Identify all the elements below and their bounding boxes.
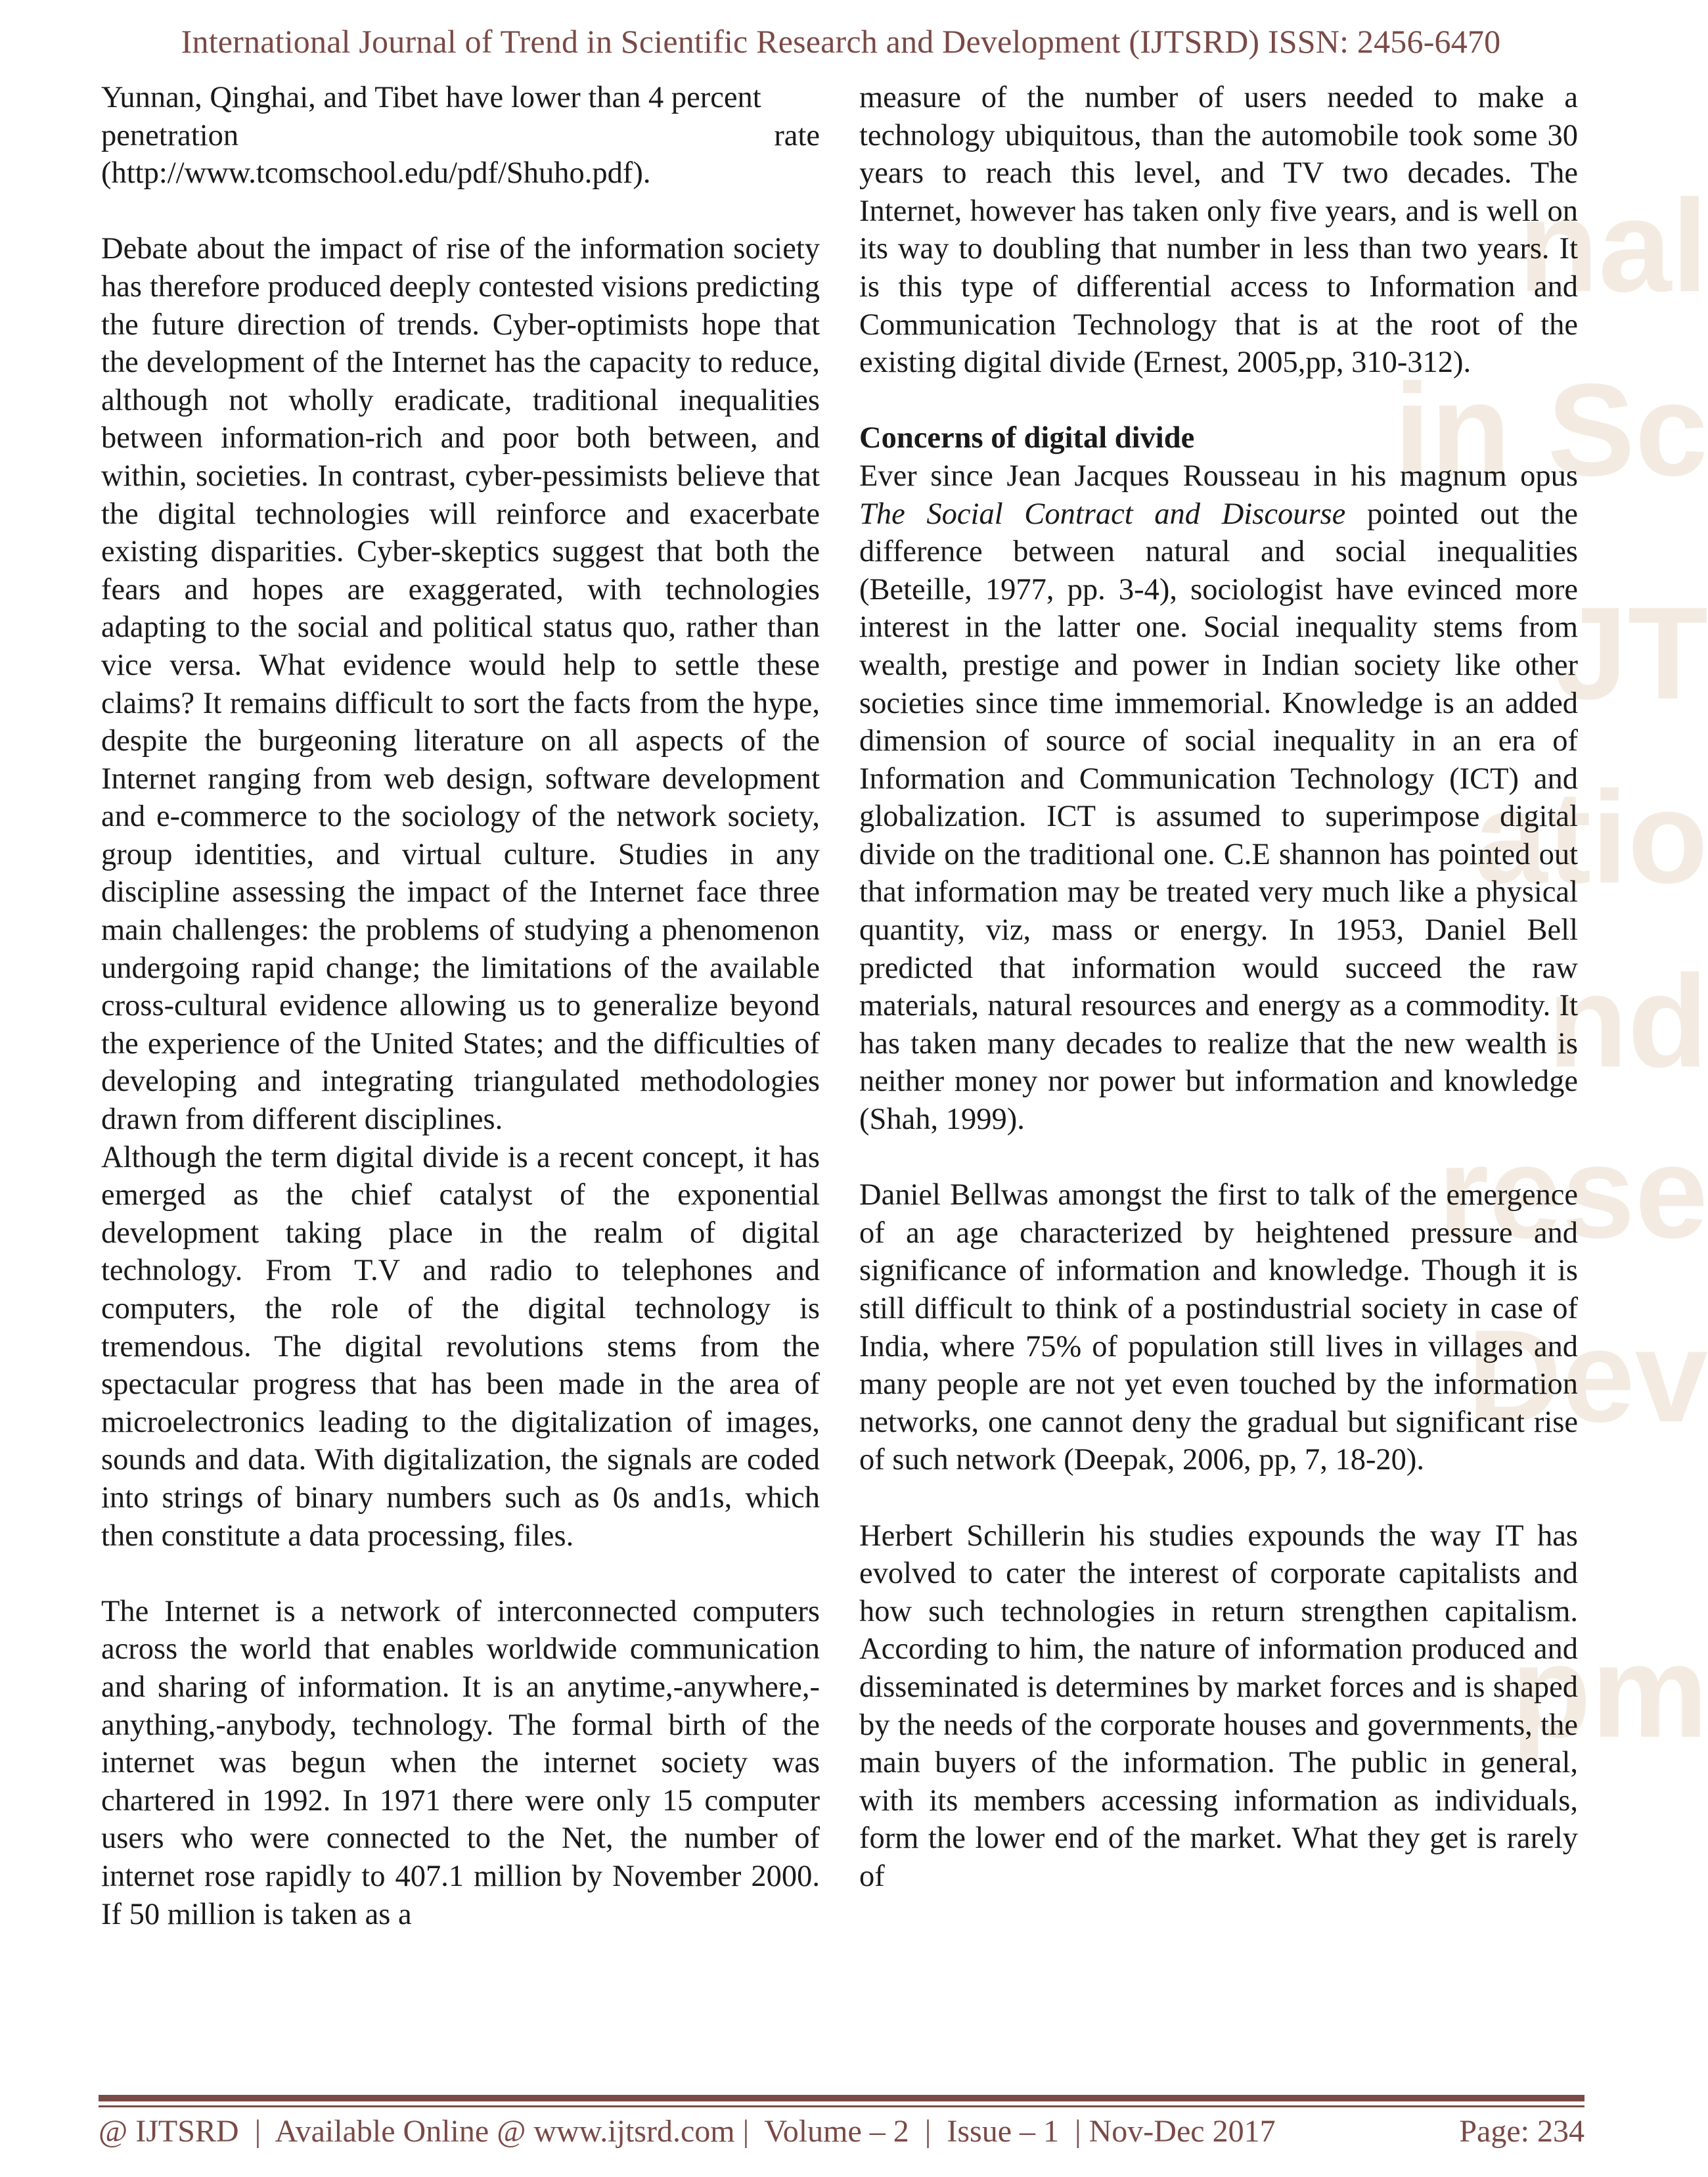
section-heading: Concerns of digital divide [859,421,1195,455]
footer-rule-thin [99,2105,1584,2107]
paragraph-gap [101,193,820,231]
paragraph-text: Ever since Jean Jacques Rousseau in his magnum opus [859,459,1578,493]
watermark-text: atio [1474,764,1708,911]
paragraph: Daniel Bellwas amongst the first to talk of the emergence of an age characterized by heightened pressure and significance of information and knowledge. Though it is still difficult to think of a postindustrial society in case of India, where 75% of population still lives in villages and many people are not yet even touched by the information networks, one cannot deny the gradual but significant rise of such network (Deepak, 2006, pp, 7, 18-20). [859,1178,1578,1477]
paragraph-gap [859,1479,1578,1517]
paragraph: The Internet is a network of interconnected computers across the world that enables worldwide communication and sharing of information. It is an anytime,-anywhere,-anything,-anybody, technology. The formal birth of the internet was begun when the internet society was chartered in 1992. In 1971 there were only 15 computer users who were connected to the Net, the number of internet rose rapidly to 407.1 million by November 2000. If 50 million is taken as a [101,1594,820,1931]
watermark-text: in Sc [1394,357,1708,503]
paragraph: measure of the number of users needed to make a technology ubiquitous, than the automobile took some 30 years to reach this level, and TV two decades. The Internet, however has taken only five years, and is well on its way to doubling that number in less than two years. It is this type of differential access to Information and Communication Technology that is at the root of the existing digital divide (Ernest, 2005,pp, 310-312). [859,81,1578,380]
footer-info: @ IJTSRD | Available Online @ www.ijtsrd.com | Volume – 2 | Issue – 1 | Nov-Dec 2017 [99,2114,1276,2149]
page-number: Page: 234 [1459,2114,1584,2149]
paragraph-gap [101,1555,820,1593]
watermark-text: pm [1511,1618,1708,1765]
watermark-text: nd [1547,948,1708,1095]
paragraph-gap [859,1139,1578,1177]
paragraph: Debate about the impact of rise of the information society has therefore produced deeply contested visions predicting the future direction of trends. Cyber-optimists hope that the development of the Internet has the capacity to reduce, although not wholly eradicate, traditional inequalities between information-rich and poor both between, and within, societies. In contrast, cyber-pessimists believe that the digital technologies will reinforce and exacerbate existing disparities. Cyber-skeptics suggest that both the fears and hopes are exaggerated, with technologies adapting to the social and political status quo, rather than vice versa. What evidence would help to settle these claims? It remains difficult to sort the facts from the hype, despite the burgeoning literature on all aspects of the Internet ranging from web design, software development and e-commerce to the sociology of the network society, group identities, and virtual culture. Studies in any discipline assessing the impact of the Internet face three main challenges: the problems of studying a phenomenon undergoing rapid change; the limitations of the available cross-cultural evidence allowing us to generalize beyond the experience of the United States; and the difficulties of developing and integrating triangulated methodologies drawn from different disciplines. [101,232,820,1137]
watermark-text: JT [1554,580,1708,727]
footer-rule [99,2095,1584,2101]
watermark-text: rese [1437,1119,1708,1266]
paragraph: Herbert Schillerin his studies expounds the way IT has evolved to cater the interest of corporate capitalists and how such technologies in return strengthen capitalism. According to him, the nature of information produced and disseminated is determines by market forces and is shaped by the needs of the corporate houses and governments, the main buyers of the information. The public in general, with its members accessing information as individuals, form the lower end of the market. What they get is rarely of [859,1519,1578,1893]
page-footer [99,2113,1584,2149]
right-column [859,79,1578,1896]
paragraph: Although the term digital divide is a recent concept, it has emerged as the chief catalyst of the exponential development taking place in the realm of digital technology. From T.V and radio to telephones and computers, the role of the digital technology is tremendous. The digital revolutions stems from the spectacular progress that has been made in the area of microelectronics leading to the digitalization of images, sounds and data. With digitalization, the signals are coded into strings of binary numbers such as 0s and1s, which then constitute a data processing, files. [101,1140,820,1553]
background-watermark [1394,171,1708,1879]
url-line: (http://www.tcomschool.edu/pdf/Shuho.pdf). [101,156,651,191]
paragraph-line: Yunnan, Qinghai, and Tibet have lower than 4 percent [101,81,761,114]
paragraph-text: pointed out the difference between natural and social inequalities (Beteille, 1977, pp. 3-4), sociologist have evinced more interest in the latter one. Social inequality stems from wealth, prestige and power in Indian society like other societies since time immemorial. Knowledge is an added dimension of source of social inequality in an era of Information and Communication Technology (ICT) and globalization. ICT is assumed to superimpose digital divide on the traditional one. C.E shannon has pointed out that information may be treated very much like a physical quantity, viz, mass or energy. In 1953, Daniel Bell predicted that information would succeed the raw materials, natural resources and energy as a commodity. It has taken many decades to realize that the new wealth is neither money nor power but information and knowledge (Shah, 1999). [859,497,1578,1137]
paragraph [859,457,1578,1139]
book-title: The Social Contract and Discourse [859,497,1346,531]
watermark-text: Dev [1467,1303,1708,1450]
paragraph-gap [859,382,1578,420]
watermark-text: nal [1518,173,1708,319]
left-column [101,79,820,1933]
paragraph-line: penetration rate [101,118,820,152]
journal-running-header: International Journal of Trend in Scientific Research and Development (IJTSRD) ISSN: 2456-6470 [181,23,1501,60]
